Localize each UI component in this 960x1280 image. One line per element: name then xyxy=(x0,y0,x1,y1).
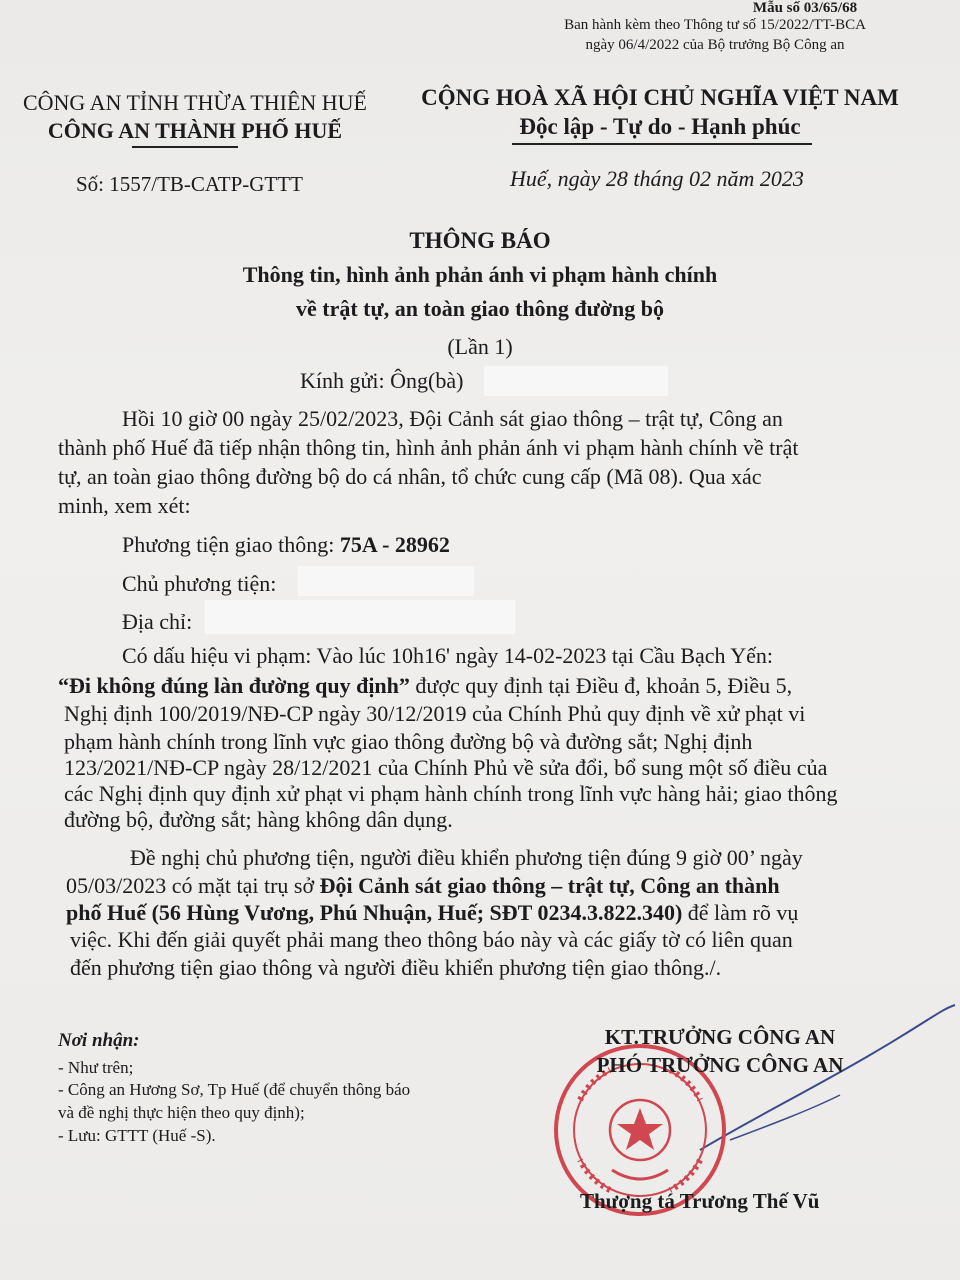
redacted-recipient xyxy=(484,366,668,396)
signature-line1: KT.TRƯỞNG CÔNG AN xyxy=(604,1025,836,1049)
violation-line6: các Nghị định quy định xử phạt vi phạm hành chính trong lĩnh vực hàng hải; giao thông xyxy=(64,781,838,806)
violation-name: “Đi không đúng làn đường quy định” xyxy=(58,673,410,698)
violation-line7: đường bộ, đường sắt; hàng không dân dụng. xyxy=(64,807,453,832)
recipient-item: - Công an Hương Sơ, Tp Huế (để chuyển thông báo xyxy=(58,1080,411,1099)
redacted-owner xyxy=(298,566,474,596)
request-line2 xyxy=(66,873,780,899)
signature-line2: PHÓ TRƯỞNG CÔNG AN xyxy=(596,1053,844,1077)
form-issued-line2: ngày 06/4/2022 của Bộ trưởng Bộ Công an xyxy=(585,37,845,53)
request-line2-a: 05/03/2023 có mặt tại trụ sở xyxy=(66,873,320,898)
para1-line1: Hồi 10 giờ 00 ngày 25/02/2023, Đội Cảnh sát giao thông – trật tự, Công an xyxy=(122,406,783,431)
doc-subtitle-2: về trật tự, an toàn giao thông đường bộ xyxy=(295,296,664,321)
violation-line5: 123/2021/NĐ-CP ngày 28/12/2021 của Chính Phủ về sửa đổi, bổ sung một số điều của xyxy=(64,755,828,780)
address-label: Địa chỉ: xyxy=(122,609,193,634)
redacted-address xyxy=(205,600,515,634)
request-line3-address: phố Huế (56 Hùng Vương, Phú Nhuận, Huế; SĐT 0234.3.822.340) xyxy=(66,900,683,925)
nation-line1: CỘNG HOÀ XÃ HỘI CHỦ NGHĨA VIỆT NAM xyxy=(421,85,899,110)
org-line1: CÔNG AN TỈNH THỪA THIÊN HUẾ xyxy=(22,90,367,115)
violation-line2-rest: được quy định tại Điều đ, khoản 5, Điều 5, xyxy=(409,673,793,698)
doc-date: Huế, ngày 28 tháng 02 năm 2023 xyxy=(510,166,804,191)
recipient-item: - Như trên; xyxy=(58,1058,134,1077)
signature-scribble xyxy=(690,1000,960,1160)
violation-line3: Nghị định 100/2019/NĐ-CP ngày 30/12/2019 của Chính Phủ quy định về xử phạt vi xyxy=(64,701,806,726)
request-line2-office: Đội Cảnh sát giao thông – trật tự, Công an thành xyxy=(319,873,780,898)
vehicle-plate: 75A - 28962 xyxy=(339,532,450,557)
request-line1: Đề nghị chủ phương tiện, người điều khiển phương tiện đúng 9 giờ 00’ ngày xyxy=(130,845,803,870)
nation-underline xyxy=(512,143,812,145)
violation-line2 xyxy=(58,673,792,699)
nation-line2: Độc lập - Tự do - Hạnh phúc xyxy=(519,114,801,139)
recipient-item: - Lưu: GTTT (Huế -S). xyxy=(58,1126,216,1145)
signer-name: Thượng tá Trương Thế Vũ xyxy=(580,1189,820,1213)
request-line5: đến phương tiện giao thông và người điều khiển phương tiện giao thông./. xyxy=(70,955,722,980)
form-number: Mẫu số 03/65/68 xyxy=(752,0,858,16)
recipient-item: và đề nghị thực hiện theo quy định); xyxy=(58,1103,305,1122)
doc-number: Số: 1557/TB-CATP-GTTT xyxy=(76,172,303,196)
vehicle-label: Phương tiện giao thông: xyxy=(122,532,340,557)
vehicle-row xyxy=(122,532,450,558)
request-line3 xyxy=(66,900,798,926)
org-underline xyxy=(132,146,238,148)
para1-line4: minh, xem xét: xyxy=(58,493,191,518)
form-issued-line1: Ban hành kèm theo Thông tư số 15/2022/TT-BCA xyxy=(564,17,866,33)
owner-label: Chủ phương tiện: xyxy=(122,571,277,596)
request-line3-rest: để làm rõ vụ xyxy=(682,900,799,925)
para1-line3: tự, an toàn giao thông đường bộ do cá nhân, tổ chức cung cấp (Mã 08). Qua xác xyxy=(58,464,762,489)
doc-subtitle-1: Thông tin, hình ảnh phản ánh vi phạm hành chính xyxy=(242,262,718,287)
org-line2: CÔNG AN THÀNH PHỐ HUẾ xyxy=(47,118,343,143)
violation-line4: phạm hành chính trong lĩnh vực giao thông đường bộ và đường sắt; Nghị định xyxy=(64,729,753,754)
violation-line1: Có dấu hiệu vi phạm: Vào lúc 10h16' ngày 14-02-2023 tại Cầu Bạch Yến: xyxy=(122,643,774,668)
para1-line2: thành phố Huế đã tiếp nhận thông tin, hình ảnh phản ánh vi phạm hành chính về trật xyxy=(58,435,799,460)
greeting: Kính gửi: Ông(bà) xyxy=(300,368,464,393)
recipients-title: Nơi nhận: xyxy=(58,1030,140,1051)
doc-title: THÔNG BÁO xyxy=(409,228,551,253)
doc-round: (Lần 1) xyxy=(447,334,513,359)
request-line4: việc. Khi đến giải quyết phải mang theo thông báo này và các giấy tờ có liên quan xyxy=(70,927,793,952)
